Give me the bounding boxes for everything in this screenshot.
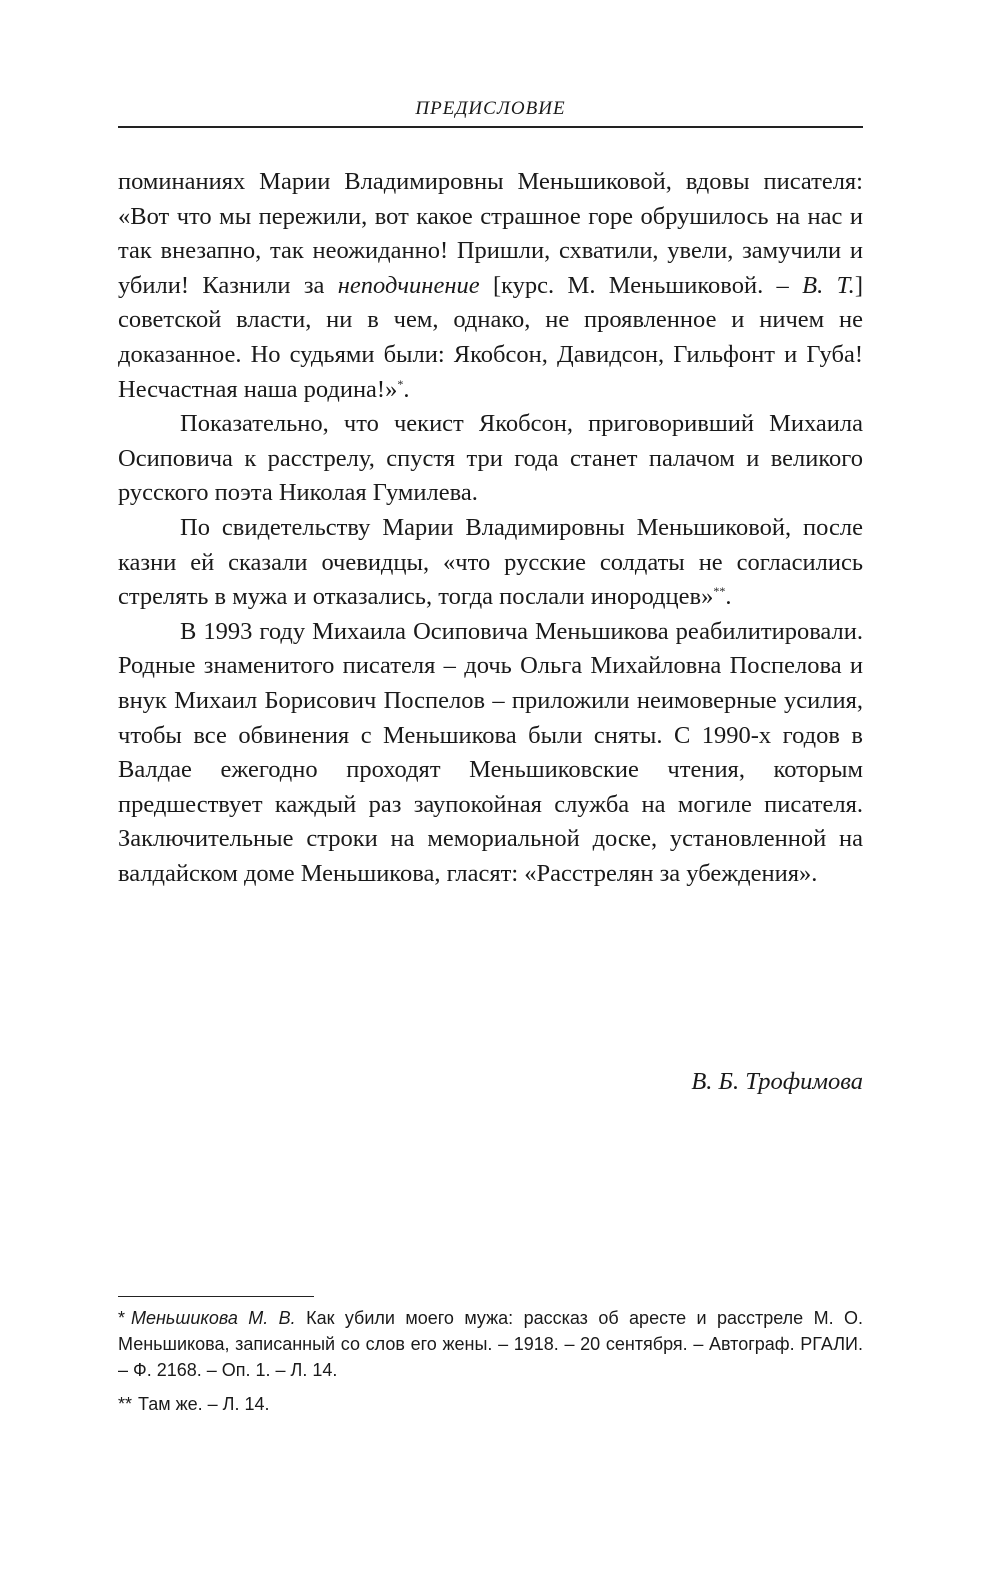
paragraph-3-text: По свидетельству Марии Владимировны Меньшиковой, после казни ей сказали очевидцы, «что русские солдаты не согласились стрелять в мужа и отказались, тогда послали инородцев» xyxy=(118,513,863,611)
paragraph-1-text-c: ] советской власти, ни в чем, однако, не проявленное и ничем не доказанное. Но судьями были: Якобсон, Давидсон, Гильфонт и Губа! Несчастная наша родина!» xyxy=(118,271,863,403)
footnotes xyxy=(118,1305,863,1425)
main-text xyxy=(118,165,863,891)
book-page xyxy=(118,0,863,1575)
footnote-2 xyxy=(118,1391,863,1417)
footnote-2-mark: ** xyxy=(118,1394,133,1414)
paragraph-1 xyxy=(118,165,863,407)
paragraph-1-text-a: поминаниях Марии Владимировны Меньшиковой, вдовы писателя: «Вот что мы пережили, вот какое страшное горе обрушилось на нас и так внезапно, так неожиданно! Пришли, схватили, увели, замучили и убили! Казнили за xyxy=(118,168,863,299)
paragraph-1-text-b: [курс. М. Меньшиковой. – xyxy=(479,271,803,299)
footnote-1 xyxy=(118,1305,863,1383)
paragraph-2: Показательно, что чекист Якобсон, приговоривший Михаила Осиповича к расстрелу, спустя три года станет палачом и великого русского поэта Николая Гумилева. xyxy=(118,410,863,507)
paragraph-4: В 1993 году Михаила Осиповича Меньшикова реабилитировали. Родные знаменитого писателя – дочь Ольга Михайловна Поспелова и внук Михаил Борисович Поспелов – приложили неимоверные усилия, чтобы все обвинения с Меньшикова были сняты. С 1990-х годов в Валдае ежегодно проходят Меньшиковские чтения, которым предшествует каждый раз заупокойная служба на могиле писателя. Заключительные строки на мемориальной доске, установленной на валдайском доме Меньшикова, гласят: «Расстрелян за убеждения». xyxy=(118,617,863,887)
paragraph-3-end: . xyxy=(725,583,732,611)
paragraph-1-end: . xyxy=(403,375,410,403)
footnote-divider xyxy=(118,1296,314,1297)
footnote-1-author: Меньшикова М. В. xyxy=(131,1308,296,1328)
paragraph-3 xyxy=(118,511,863,615)
footnote-ref-2[interactable]: ** xyxy=(713,583,726,598)
running-header: ПРЕДИСЛОВИЕ xyxy=(118,98,863,128)
footnote-ref-1[interactable]: * xyxy=(397,376,404,391)
footnote-2-text: Там же. – Л. 14. xyxy=(138,1394,270,1414)
paragraph-1-italic-b: В. Т. xyxy=(802,271,855,299)
footnote-1-text: Как убили моего мужа: рассказ об аресте и расстреле М. О. Меньшикова, записанный со слов его жены. – 1918. – 20 сентября. – Автограф. РГАЛИ. – Ф. 2168. – Оп. 1. – Л. 14. xyxy=(118,1308,863,1380)
footnote-1-mark: * xyxy=(118,1308,126,1328)
author-signature: В. Б. Трофимова xyxy=(691,1068,863,1095)
paragraph-1-italic-a: неподчинение xyxy=(337,271,480,299)
